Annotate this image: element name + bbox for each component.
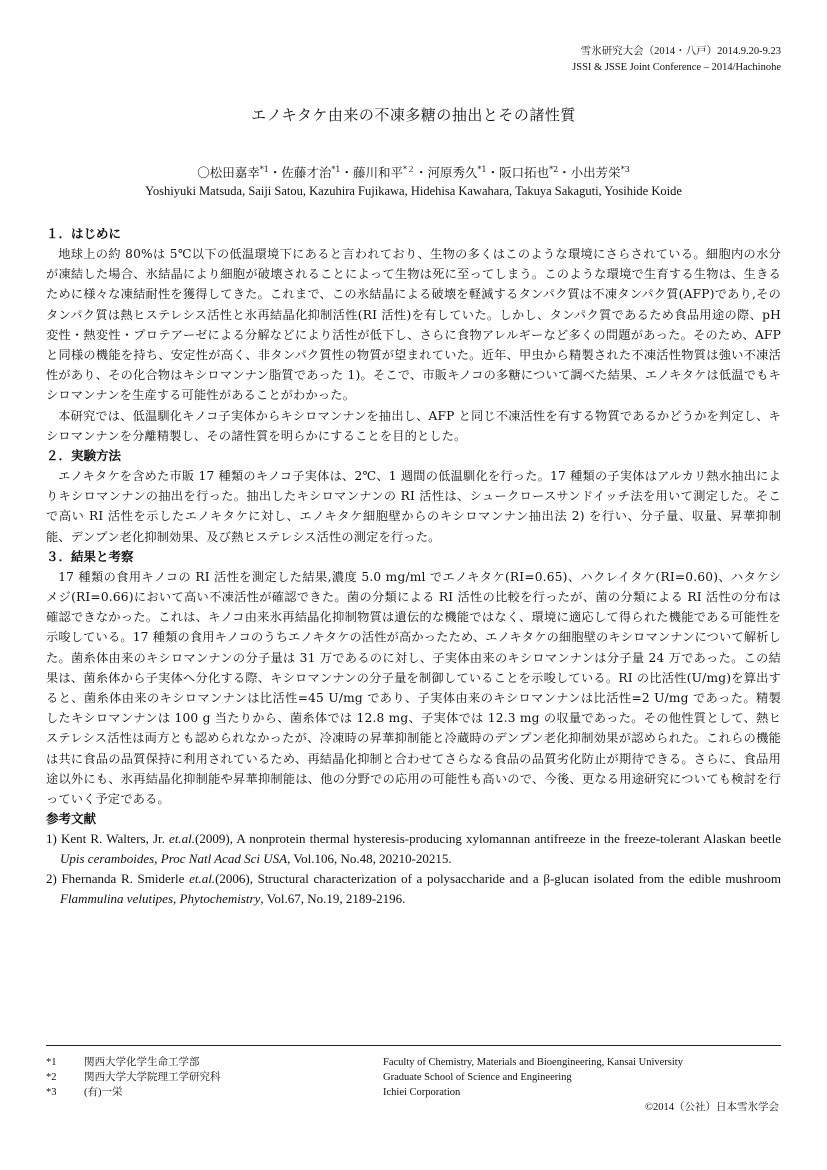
- references-heading: 参考文献: [46, 811, 97, 827]
- ref-text: , Vol.106, No.48, 20210-20215.: [287, 851, 452, 867]
- ref-text: , Vol.67, No.19, 2189-2196.: [260, 891, 406, 907]
- ref-italic: et.al.: [169, 831, 196, 847]
- footnote-row: [46, 1085, 221, 1100]
- affiliation-mark: *1: [259, 164, 269, 174]
- ref-text: ,: [154, 851, 161, 867]
- author-name: ・藤川和平: [340, 165, 403, 180]
- conference-header: [572, 44, 781, 76]
- ref-italic: Flammulina velutipes, Phytochemistry: [60, 891, 261, 907]
- ref-italic: Upis ceramboides: [60, 851, 155, 867]
- paragraph: 本研究では、低温馴化キノコ子実体からキシロマンナンを抽出し、AFP と同じ不凍活性を有する物質であるかどうかを判定し、キシロマンナンを分離精製し、その諸性質を明らかにすることを目的とした。: [46, 408, 781, 443]
- paper-body: [46, 224, 781, 909]
- ref-text: (2009), A nonprotein thermal hysteresis-producing xylomannan antifreeze in the freeze-tolerant Alaskan beetle: [195, 831, 781, 847]
- conference-header-en: JSSI & JSSE Joint Conference – 2014/Hachinohe: [572, 62, 781, 73]
- paper-title: エノキタケ由来の不凍多糖の抽出とその諸性質: [251, 106, 576, 124]
- section-introduction: [46, 224, 781, 446]
- paragraph: 地球上の約 80%は 5℃以下の低温環境下にあると言われており、生物の多くはこのような環境にさらされている。細胞内の水分が凍結した場合、氷結晶により細胞が破壊されることによって生物は死に至ってしまう。このような環境で生育する生物は、生きるために様々な凍結耐性を獲得してきた。これまで、この氷結晶による破壊を軽減するタンパク質は不凍タンパク質(AFP)であり,そのタンパク質は熱ヒステレシス活性と氷再結晶化抑制活性(RI 活性)を有していた。しかし、タンパク質であるため食品用途の際、pH 変性・熱変性・プロテアーゼによる分解などにより活性が低下し、さらに食物アレルギーなど多くの問題があった。そのため、AFP と同様の機能を持ち、安定性が高く、非タンパク質性の物質が望まれていた。近年、甲虫から精製された不凍活性物質は強い不凍活性があり、その化合物はキシロマンナン脂質であった 1)。そこで、市販キノコの多糖について調べた結果、エノキタケは低温でもキシロマンナンを生産する可能性があることがわかった。: [46, 247, 781, 403]
- author-name: ・阪口拓也: [486, 165, 550, 180]
- reference-item: [46, 829, 781, 869]
- section-results: [46, 547, 781, 809]
- author-name: ・佐藤才治: [268, 165, 332, 180]
- author-name: ・河原秀久: [414, 165, 478, 180]
- affiliation-mark: *2: [549, 164, 559, 174]
- reference-item: [46, 869, 781, 909]
- footnote-affiliation: (有)一栄: [84, 1087, 123, 1098]
- paragraph: エノキタケを含めた市販 17 種類のキノコ子実体は、2℃、1 週間の低温馴化を行った。17 種類の子実体はアルカリ熱水抽出によりキシロマンナンの抽出を行った。抽出したキシロマンナンの RI 活性は、シュークロースサンドイッチ法を用いて測定した。そこで高い RI 活性を示したエノキタケに対し、エノキタケ細胞壁からのキシロマンナン抽出法 2) を行い、分子量、収量、昇華抑制能、デンプン老化抑制効果、及び熱ヒステレシス活性の測定を行った。: [46, 469, 781, 544]
- affiliation-mark: *1: [331, 164, 341, 174]
- footnote-affiliation-en: Ichiei Corporation: [383, 1087, 461, 1098]
- section-methods: [46, 446, 781, 547]
- author-name: 〇松田嘉幸: [197, 165, 260, 180]
- section-heading: ２．実験方法: [46, 448, 122, 464]
- ref-text: (2006), Structural characterization of a polysaccharide and a β-glucan isolated from the edible mushroom: [215, 871, 782, 887]
- affiliation-mark: *２: [402, 164, 415, 174]
- footnote-mark: *1: [46, 1057, 57, 1068]
- ref-text: 1) Kent R. Walters, Jr.: [46, 831, 170, 847]
- footnote-divider: [46, 1045, 781, 1046]
- references: [46, 809, 781, 909]
- footnote-affiliation: 関西大学化学生命工学部: [84, 1057, 200, 1068]
- conference-header-ja: 雪氷研究大会（2014・八戸）2014.9.20-9.23: [580, 46, 781, 57]
- authors-japanese: [0, 163, 827, 181]
- footnote-affiliation: 関西大学大学院理工学研究科: [84, 1072, 221, 1083]
- ref-italic: Proc Natl Acad Sci USA: [160, 851, 288, 867]
- footnote-mark: *2: [46, 1072, 57, 1083]
- ref-italic: et.al.: [189, 871, 216, 887]
- footnote-mark: *3: [46, 1087, 57, 1098]
- footnote-row: [46, 1070, 221, 1085]
- footnotes-en: [383, 1055, 683, 1100]
- section-heading: ３．結果と考察: [46, 548, 134, 564]
- ref-text: 2) Fhernanda R. Smiderle: [46, 871, 190, 887]
- copyright: ©2014（公社）日本雪氷学会: [645, 1102, 779, 1113]
- paragraph: 17 種類の食用キノコの RI 活性を測定した結果,濃度 5.0 mg/ml でエノキタケ(RI=0.65)、ハクレイタケ(RI=0.60)、ハタケシメジ(RI=0.66)において高い不凍活性が確認できた。菌の分類による RI 活性の比較を行ったが、菌の分類による RI 活性の分布は確認できなかった。これは、キノコ由来氷再結晶化抑制物質は遺伝的な機能ではなく、環境に適応して得られた機能である可能性を示唆している。17 種類の食用キノコのうちエノキタケの活性が高かったため、エノキタケの細胞壁のキシロマンナンについて解析した。菌糸体由来のキシロマンナンの分子量は 31 万であるのに対し、子実体由来のキシロマンナンは分子量 24 万であった。この結果は、菌糸体から子実体へ分化する際、キシロマンナンの分子量を制御していることを示唆している。RI の比活性(U/mg)を算出すると、菌糸体由来のキシロマンナンは比活性=45 U/mg であり、子実体由来のキシロマンナンは比活性=2 U/mg であった。精製したキシロマンナンは 100 g 当たりから、菌糸体では 12.8 mg、子実体では 12.3 mg の収量であった。その他性質として、熱ヒステレシス活性は両方とも認められなかったが、冷凍時の昇華抑制能と冷蔵時のデンプン老化抑制効果が認められた。これらの機能は共に食品の品質保持に利用されているため、再結晶化抑制と合わせてさらなる食品の品質劣化防止が期待できる。さらに、食品用途以外にも、氷再結晶化抑制能や昇華抑制能は、他の分野での応用の可能性も高いので、今後、更なる用途研究についても検討を行っていく予定である。: [46, 569, 781, 807]
- authors-english: Yoshiyuki Matsuda, Saiji Satou, Kazuhira Fujikawa, Hidehisa Kawahara, Takuya Sakaguti, Yosihide Koide: [145, 184, 682, 198]
- footnote-affiliation-en: Graduate School of Science and Engineering: [383, 1072, 572, 1083]
- footnote-affiliation-en: Faculty of Chemistry, Materials and Bioengineering, Kansai University: [383, 1057, 683, 1068]
- affiliation-mark: *3: [620, 164, 630, 174]
- affiliation-mark: *1: [477, 164, 487, 174]
- author-name: ・小出芳栄: [558, 165, 621, 180]
- footnotes-ja: [46, 1055, 221, 1100]
- section-heading: １．はじめに: [46, 226, 122, 241]
- footnote-row: [46, 1055, 221, 1070]
